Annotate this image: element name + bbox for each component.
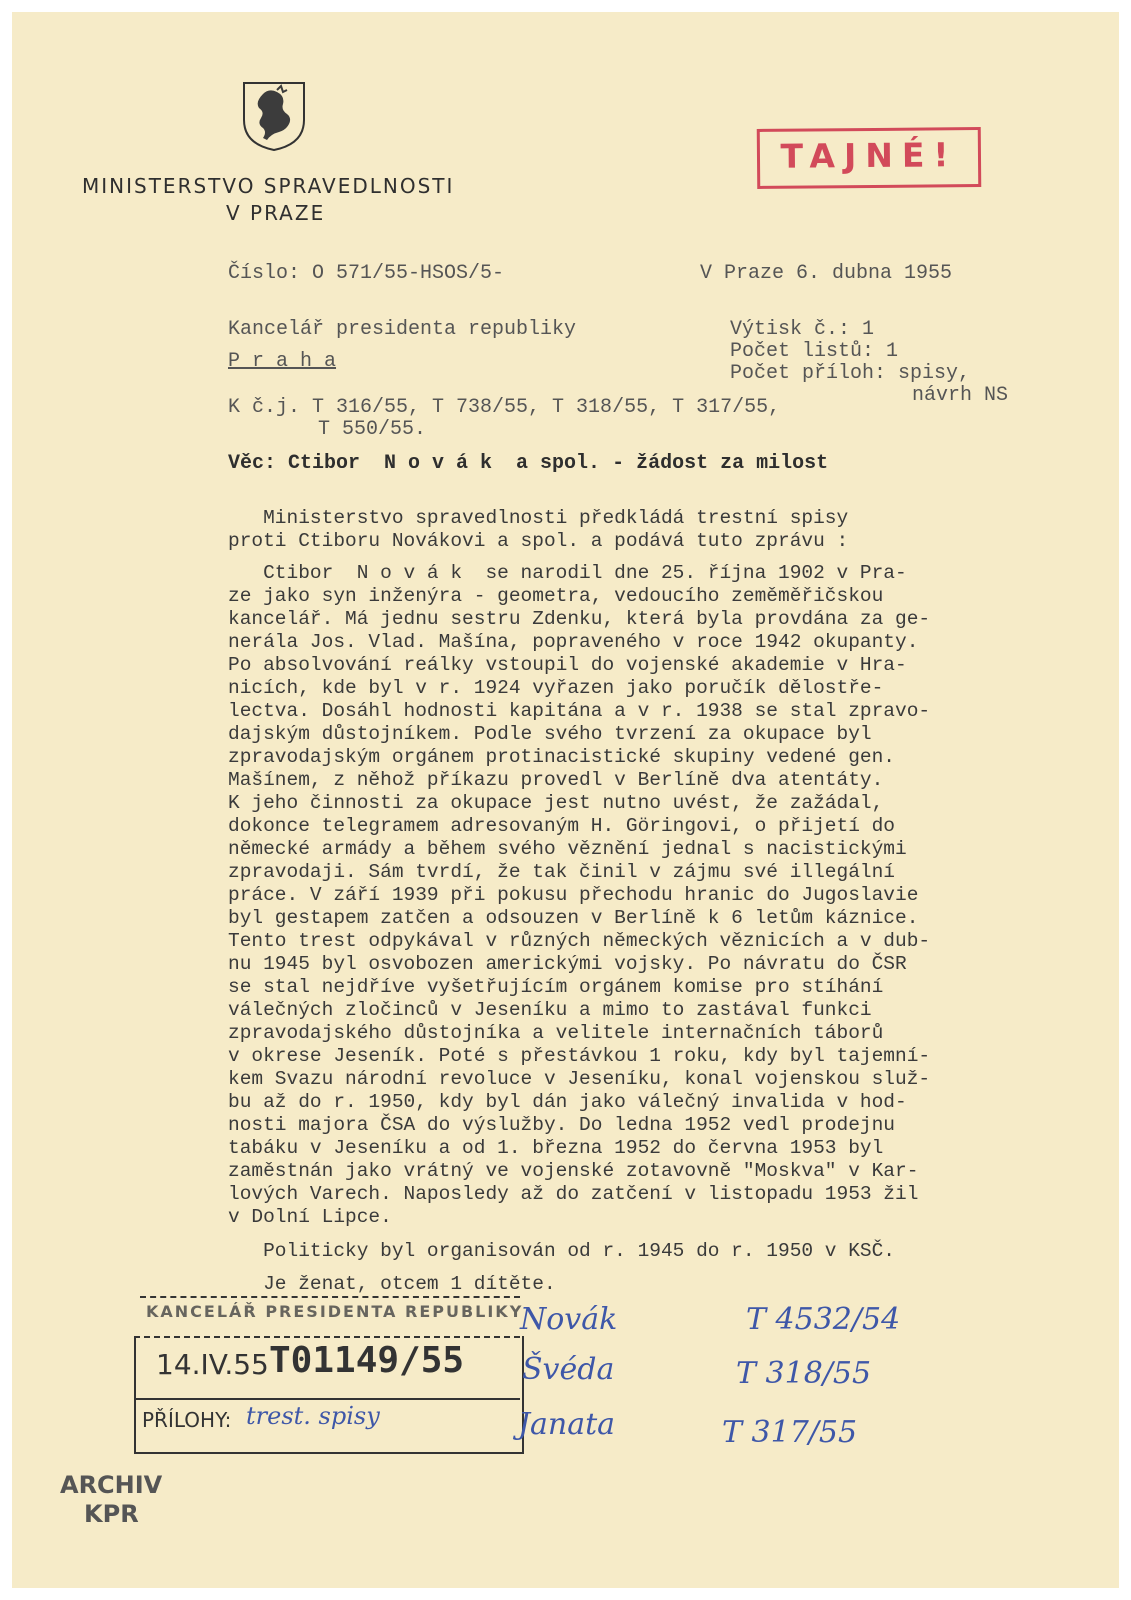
copy-number: Výtisk č.: 1 bbox=[730, 318, 875, 341]
body-line: byl gestapem zatčen a odsouzen v Berlíně k 6 letům káznice. bbox=[228, 907, 919, 929]
body-line: kem Svazu národní revoluce v Jeseníku, konal vojenskou služ- bbox=[228, 1068, 931, 1090]
body-line: lových Varech. Naposledy až do zatčení v listopadu 1953 žil bbox=[228, 1183, 919, 1205]
body-line: nicích, kde byl v r. 1924 vyřazen jako poručík dělostře- bbox=[228, 677, 884, 699]
body-line: zpravodaji. Sám tvrdí, že tak činil v zájmu své illegální bbox=[228, 861, 896, 883]
body-line: nerála Jos. Vlad. Mašína, popraveného v roce 1942 okupanty. bbox=[228, 631, 919, 653]
handwritten-name: Janata bbox=[518, 1407, 616, 1442]
receipt-number: T01149/55 bbox=[269, 1340, 465, 1381]
handwritten-name: Novák bbox=[520, 1302, 618, 1337]
body-line: Ctibor N o v á k se narodil dne 25. října 1902 v Pra- bbox=[228, 562, 907, 584]
ministry-city: V PRAZE bbox=[226, 201, 326, 225]
body-line: kancelář. Má jednu sestru Zdenku, která byla provdána za ge- bbox=[228, 608, 931, 630]
body-line: Ministerstvo spravedlnosti předkládá trestní spisy bbox=[228, 507, 849, 529]
archive-stamp-line2: KPR bbox=[84, 1500, 139, 1528]
body-line: německé armády a během svého věznění jednal s nacistickými bbox=[228, 838, 907, 860]
sheet-count: Počet listů: 1 bbox=[730, 340, 899, 363]
attachment-count-cont: návrh NS bbox=[912, 384, 1009, 407]
body-line: lectva. Dosáhl hodnosti kapitána a v r. 1938 se stal zpravo- bbox=[228, 700, 931, 722]
handwritten-reference: T 317/55 bbox=[722, 1415, 858, 1450]
recipient-city: P r a h a bbox=[228, 350, 337, 373]
attachment-count: Počet příloh: spisy, bbox=[730, 362, 971, 385]
body-line: ze jako syn inženýra - geometra, vedoucího zeměměřičskou bbox=[228, 585, 884, 607]
family-status: Je ženat, otcem 1 dítěte. bbox=[228, 1273, 556, 1295]
subject-line: Věc: Ctibor N o v á k a spol. - žádost za milost bbox=[228, 452, 829, 475]
ministry-name: MINISTERSTVO SPRAVEDLNOSTI bbox=[82, 174, 455, 198]
receipt-date: 14.IV.55 bbox=[156, 1348, 269, 1381]
body-line: nosti majora ČSA do výslužby. Do ledna 1952 vedl prodejnu bbox=[228, 1114, 896, 1136]
handwritten-reference: T 4532/54 bbox=[746, 1302, 901, 1337]
czech-lion-emblem bbox=[241, 80, 307, 152]
receipt-attachments-handwritten: trest. spisy bbox=[246, 1402, 380, 1430]
body-line: práce. V září 1939 při pokusu přechodu hranic do Jugoslavie bbox=[228, 884, 919, 906]
place-date: V Praze 6. dubna 1955 bbox=[700, 262, 953, 285]
body-line: Tento trest odpykával v různých německých věznicích a v dub- bbox=[228, 930, 931, 952]
body-line: nu 1945 byl osvobozen americkými vojsky. Po návratu do ČSR bbox=[228, 953, 907, 975]
handwritten-name: Švéda bbox=[522, 1352, 615, 1387]
archive-stamp-line1: ARCHIV bbox=[60, 1471, 163, 1499]
body-line: v okrese Jeseník. Poté s přestávkou 1 roku, kdy byl tajemní- bbox=[228, 1045, 931, 1067]
body-line: bu až do r. 1950, kdy byl dán jako válečný invalida v hod- bbox=[228, 1091, 907, 1113]
political-affiliation: Politicky byl organisován od r. 1945 do r. 1950 v KSČ. bbox=[228, 1240, 896, 1262]
body-line: Po absolvování reálky vstoupil do vojenské akademie v Hra- bbox=[228, 654, 907, 676]
reference-line-1: K č.j. T 316/55, T 738/55, T 318/55, T 317/55, bbox=[228, 396, 781, 419]
body-line: dajským důstojníkem. Podle svého tvrzení za okupace byl bbox=[228, 723, 872, 745]
body-line: dokonce telegramem adresovaným H. Göringovi, o přijetí do bbox=[228, 815, 896, 837]
body-line: K jeho činnosti za okupace jest nutno uvést, že zažádal, bbox=[228, 792, 884, 814]
receipt-attachments-label: PŘÍLOHY: bbox=[142, 1408, 232, 1432]
receipt-stamp bbox=[134, 1296, 522, 1456]
body-line: zaměstnán jako vrátný ve vojenské zotavovně "Moskva" v Kar- bbox=[228, 1160, 919, 1182]
document-number: Číslo: O 571/55-HSOS/5- bbox=[228, 262, 505, 285]
classification-stamp: TAJNÉ! bbox=[757, 127, 982, 189]
body-line: Mašínem, z něhož příkazu provedl v Berlíně dva atentáty. bbox=[228, 769, 884, 791]
recipient: Kancelář presidenta republiky bbox=[228, 318, 577, 341]
reference-line-2: T 550/55. bbox=[318, 418, 427, 441]
body-line: v Dolní Lipce. bbox=[228, 1206, 392, 1228]
body-line: se stal nejdříve vyšetřujícím orgánem komise pro stíhání bbox=[228, 976, 884, 998]
body-line: zpravodajského důstojníka a velitele internačních táborů bbox=[228, 1022, 884, 1044]
body-line: zpravodajským orgánem protinacistické skupiny vedené gen. bbox=[228, 746, 896, 768]
body-line: proti Ctiboru Novákovi a spol. a podává tuto zprávu : bbox=[228, 530, 849, 552]
body-line: válečných zločinců v Jeseníku a mimo to zastával funkci bbox=[228, 999, 872, 1021]
handwritten-reference: T 318/55 bbox=[736, 1356, 872, 1391]
body-line: tabáku v Jeseníku a od 1. března 1952 do června 1953 byl bbox=[228, 1137, 884, 1159]
receipt-office: KANCELÁŘ PRESIDENTA REPUBLIKY bbox=[146, 1302, 524, 1321]
